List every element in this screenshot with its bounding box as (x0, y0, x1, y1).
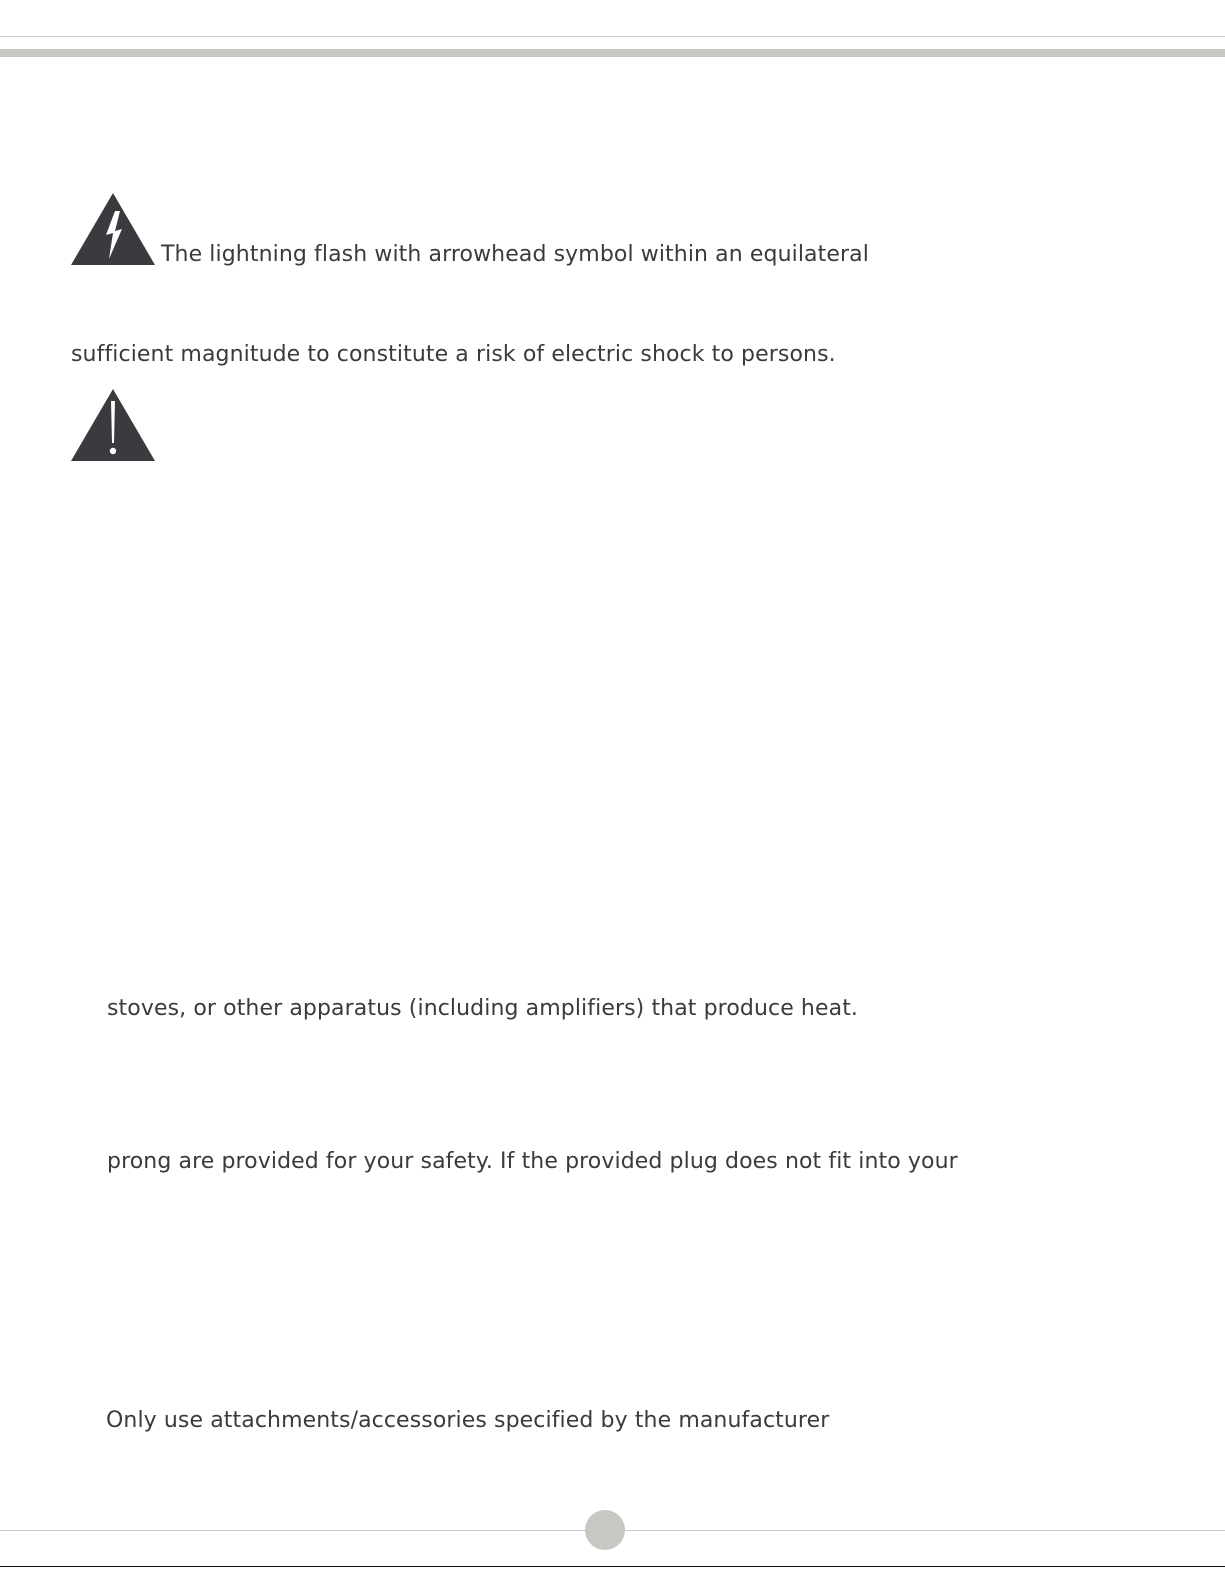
page-number-dot (585, 1510, 625, 1550)
warning-text-line-1: The lightning flash with arrowhead symbol within an equilateral (161, 242, 869, 267)
footer-bottom-rule (0, 1566, 1225, 1567)
instruction-text-line-5: Only use attachments/accessories specified by the manufacturer (106, 1408, 830, 1433)
header-thick-rule (0, 49, 1225, 57)
exclamation-triangle-icon (71, 389, 155, 461)
lightning-bolt-triangle-icon (71, 193, 155, 265)
instruction-text-line-4: prong are provided for your safety. If the provided plug does not fit into your (107, 1149, 958, 1174)
instruction-text-line-3: stoves, or other apparatus (including amplifiers) that produce heat. (107, 996, 859, 1021)
header-thin-rule (0, 36, 1225, 37)
warning-text-line-2: sufficient magnitude to constitute a risk of electric shock to persons. (71, 342, 836, 367)
